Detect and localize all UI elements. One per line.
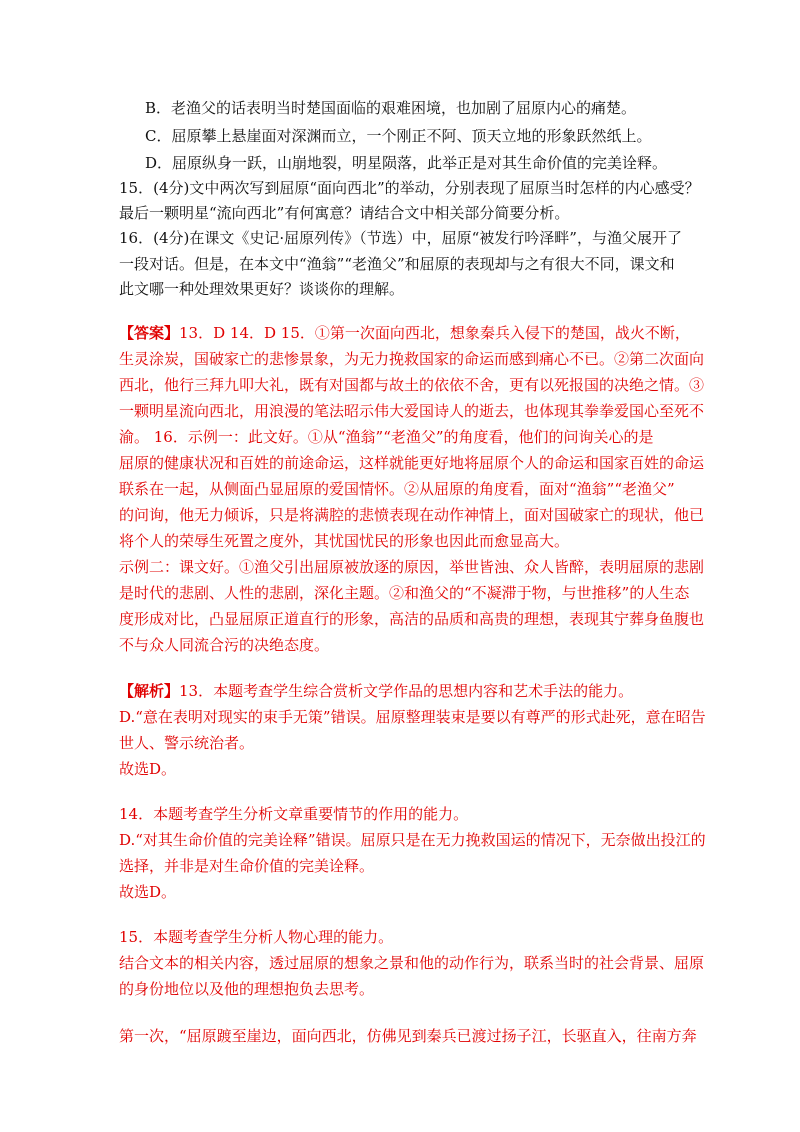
analysis-text: 13．本题考查学生综合赏析文学作品的思想内容和艺术手法的能力。 bbox=[179, 682, 634, 700]
question-15-line-2: 最后一颗明星“流向西北”有何寓意？请结合文中相关部分简要分析。 bbox=[119, 204, 570, 222]
question-16-line-1: 16．(4分)在课文《史记·屈原列传》（节选）中，屈原“被发行吟泽畔”，与渔父展开了 bbox=[119, 229, 682, 247]
answer-line: 生灵涂炭，国破家亡的悲惨景象，为无力挽救国家的命运而感到痛心不已。②第二次面向 bbox=[119, 350, 705, 368]
analysis-line: D.“对其生命价值的完美诠释”错误。屈原只是在无力挽救国运的情况下，无奈做出投江的 bbox=[119, 831, 706, 849]
answer-line: 一颗明星流向西北，用浪漫的笔法昭示伟大爱国诗人的逝去，也体现其拳拳爱国心至死不 bbox=[119, 402, 705, 420]
answer-line: 示例二：课文好。①渔父引出屈原被放逐的原因，举世皆浊、众人皆醉，表明屈原的悲剧 bbox=[119, 558, 705, 576]
analysis-first-line bbox=[119, 678, 633, 704]
option-d: D．屈原纵身一跃，山崩地裂，明星陨落，此举正是对其生命价值的完美诠释。 bbox=[145, 154, 668, 172]
analysis-label: 【解析】 bbox=[119, 682, 180, 700]
answer-line: 是时代的悲剧、人性的悲剧，深化主题。②和渔父的“不凝滞于物，与世推移”的人生态 bbox=[119, 584, 690, 602]
analysis-line: D.“意在表明对现实的束手无策”错误。屈原整理装束是要以有尊严的形式赴死，意在昭告 bbox=[119, 708, 706, 726]
answer-line: 屈原的健康状况和百姓的前途命运，这样就能更好地将屈原个人的命运和国家百姓的命运 bbox=[119, 454, 705, 472]
analysis-line: 第一次，“屈原踱至崖边，面向西北，仿佛见到秦兵已渡过扬子江，长驱直入，往南方奔 bbox=[119, 1027, 697, 1045]
analysis-line: 15．本题考查学生分析人物心理的能力。 bbox=[119, 928, 394, 946]
answer-text: 13．D 14．D 15．①第一次面向西北，想象秦兵入侵下的楚国，战火不断， bbox=[179, 324, 690, 342]
answer-line: 联系在一起，从侧面凸显屈原的爱国情怀。②从屈原的角度看，面对“渔翁”“老渔父” bbox=[119, 480, 675, 498]
answer-line: 度形成对比，凸显屈原正道直行的形象，高洁的品质和高贵的理想，表现其宁葬身鱼腹也 bbox=[119, 610, 705, 628]
answer-first-line bbox=[119, 320, 690, 346]
answer-label: 【答案】 bbox=[119, 324, 180, 342]
question-15-line-1: 15．(4分)文中两次写到屈原“面向西北”的举动，分别表现了屈原当时怎样的内心感受？ bbox=[119, 179, 700, 197]
question-16-line-3: 此文哪一种处理效果更好？谈谈你的理解。 bbox=[119, 280, 405, 298]
analysis-line: 14．本题考查学生分析文章重要情节的作用的能力。 bbox=[119, 805, 469, 823]
answer-line: 将个人的荣辱生死置之度外，其忧国忧民的形象也因此而愈显高大。 bbox=[119, 532, 570, 550]
answer-line: 不与众人同流合污的决绝态度。 bbox=[119, 636, 330, 654]
option-b: B．老渔父的话表明当时楚国面临的艰难困境，也加剧了屈原内心的痛楚。 bbox=[145, 99, 637, 117]
analysis-line: 选择，并非是对生命价值的完美诠释。 bbox=[119, 857, 375, 875]
answer-line: 渝。 16．示例一：此文好。①从“渔翁”“老渔父”的角度看，他们的问询关心的是 bbox=[119, 428, 654, 446]
answer-line: 的问询，他无力倾诉，只是将满腔的悲愤表现在动作神情上，面对国破家亡的现状，他已 bbox=[119, 506, 705, 524]
analysis-line: 世人、警示统治者。 bbox=[119, 734, 255, 752]
answer-line: 西北，他行三拜九叩大礼，既有对国都与故土的依依不舍，更有以死报国的决绝之情。③ bbox=[119, 376, 705, 394]
option-c: C．屈原攀上悬崖面对深渊而立，一个刚正不阿、顶天立地的形象跃然纸上。 bbox=[145, 127, 652, 145]
question-16-line-2: 一段对话。但是，在本文中“渔翁”“老渔父”和屈原的表现却与之有很大不同，课文和 bbox=[119, 255, 675, 273]
analysis-line: 结合文本的相关内容，透过屈原的想象之景和他的动作行为，联系当时的社会背景、屈原 bbox=[119, 954, 705, 972]
analysis-line: 的身份地位以及他的理想抱负去思考。 bbox=[119, 980, 375, 998]
analysis-line: 故选D。 bbox=[119, 760, 177, 778]
analysis-line: 故选D。 bbox=[119, 883, 177, 901]
